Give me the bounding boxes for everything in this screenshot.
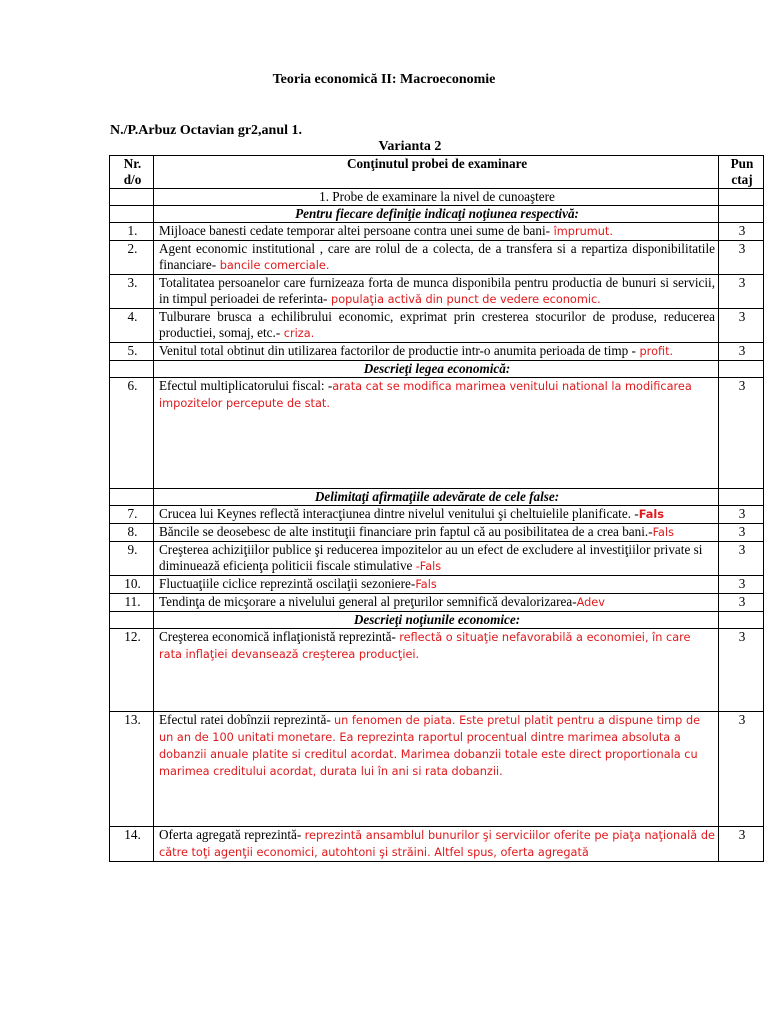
points-cell: 3 [719, 542, 764, 576]
row-number: 1. [110, 223, 154, 241]
question-text: Venitul total obtinut din utilizarea factorilor de productie intr-o anumita perioada de timp - [159, 343, 636, 358]
points-cell: 3 [719, 594, 764, 612]
question-text: Creşterea achiziţiilor publice şi reducerea impozitelor au un efect de excludere al investiţiilor private si diminuează eficienţa politicii fiscale stimulative [159, 542, 703, 573]
question-cell [154, 576, 719, 594]
question-text: Creşterea economică inflaţionistă reprezintă- [159, 629, 400, 644]
row-number: 8. [110, 524, 154, 542]
question-text: Băncile se deosebesc de alte instituţii financiare prin faptul că au posibilitatea de a crea bani.- [159, 524, 653, 539]
table-row [110, 524, 764, 542]
question-text: Efectul ratei dobînzii reprezintă- [159, 712, 335, 727]
answer-text: un fenomen de piata. Este pretul platit pentru a dispune timp de un an de 100 unitati monetare. Ea reprezinta raportul procentual dintre marimea absoluta a dobanzii anuale platite si creditul acordat. Marimea dobanzii totale este direct proportionala cu marimea creditului acordat, durata lui în ani si rata dobanzii. [159, 714, 701, 778]
subheading-law: Descrieţi legea economică: [154, 361, 719, 378]
question-cell [154, 309, 719, 343]
answer-text: criza. [280, 327, 315, 340]
question-text: Mijloace banesti cedate temporar altei persoane contra unei sume de bani- [159, 223, 551, 238]
exam-table [109, 155, 764, 862]
points-cell: 3 [719, 309, 764, 343]
table-row [110, 343, 764, 361]
table-row [110, 712, 764, 827]
row-number: 9. [110, 542, 154, 576]
question-cell [154, 542, 719, 576]
table-row [110, 827, 764, 862]
document-title: Teoria economică II: Macroeconomie [272, 72, 496, 87]
row-number: 7. [110, 506, 154, 524]
points-cell: 3 [719, 275, 764, 309]
header-points: Pun ctaj [719, 156, 764, 189]
row-number: 6. [110, 378, 154, 489]
points-cell: 3 [719, 241, 764, 275]
answer-text: Adev [576, 596, 605, 609]
subheading-row [110, 206, 764, 223]
subheading-truefalse: Delimitaţi afirmaţiile adevărate de cele false: [154, 489, 719, 506]
row-number: 12. [110, 629, 154, 712]
question-cell [154, 275, 719, 309]
question-text: Tulburare brusca a echilibrului economic, exprimat prin cresterea stocurilor de produse, reducerea productiei, somaj, etc.- [159, 309, 715, 340]
question-text: Tendinţa de micşorare a nivelului general al preţurilor semnifică devalorizarea- [159, 594, 577, 609]
answer-text: Fals [415, 578, 437, 591]
row-number: 2. [110, 241, 154, 275]
points-cell: 3 [719, 827, 764, 862]
points-cell: 3 [719, 343, 764, 361]
points-cell: 3 [719, 223, 764, 241]
question-text: Totalitatea persoanelor care furnizeaza forta de munca disponibila pentru productia de bunuri si servicii, in timpul perioadei de referinta- [159, 275, 715, 306]
header-content: Conţinutul probei de examinare [154, 156, 719, 189]
section-title: 1. Probe de examinare la nivel de cunoaştere [154, 189, 719, 206]
table-row [110, 378, 764, 489]
answer-text: împrumut. [550, 225, 613, 238]
question-text: Fluctuaţiile ciclice reprezintă oscilaţii sezoniere- [159, 576, 416, 591]
subheading-definitions: Pentru fiecare definiţie indicaţi noţiunea respectivă: [154, 206, 719, 223]
section-row [110, 189, 764, 206]
subheading-row [110, 612, 764, 629]
points-cell: 3 [719, 524, 764, 542]
row-number: 5. [110, 343, 154, 361]
header-nr: Nr. d/o [110, 156, 154, 189]
answer-text: populaţia activă din punct de vedere economic. [327, 293, 601, 306]
answer-text: profit. [635, 345, 674, 358]
points-cell: 3 [719, 506, 764, 524]
subheading-row [110, 489, 764, 506]
table-row [110, 275, 764, 309]
question-cell [154, 712, 719, 827]
answer-text: bancile comerciale. [216, 259, 330, 272]
question-cell [154, 506, 719, 524]
table-row [110, 506, 764, 524]
answer-text: reprezintă ansamblul bunurilor şi serviciilor oferite pe piaţa naţională de către toţi agenţii economici, autohtoni şi străini. Altfel spus, oferta agregată [159, 829, 715, 859]
subheading-row [110, 361, 764, 378]
table-row [110, 576, 764, 594]
points-cell: 3 [719, 712, 764, 827]
question-cell [154, 629, 719, 712]
author-line: N./P.Arbuz Octavian gr2,anul 1. [110, 123, 302, 138]
table-row [110, 542, 764, 576]
variant-label: Varianta 2 [378, 139, 442, 154]
table-row [110, 241, 764, 275]
table-row [110, 629, 764, 712]
row-number: 4. [110, 309, 154, 343]
question-text: Oferta agregată reprezintă- [159, 827, 305, 842]
answer-text: Fals [652, 526, 675, 539]
question-text: Efectul multiplicatorului fiscal: - [159, 378, 333, 393]
points-cell: 3 [719, 629, 764, 712]
question-text: Agent economic institutional , care are rolul de a colecta, de a transfera si a repartiza disponibilitatile financiare- [159, 241, 715, 272]
question-cell [154, 827, 719, 862]
question-cell [154, 594, 719, 612]
table-row [110, 309, 764, 343]
answer-text: arata cat se modifica marimea venitului national la modificarea impozitelor percepute de stat. [159, 380, 692, 410]
table-header-row [110, 156, 764, 189]
points-cell: 3 [719, 378, 764, 489]
answer-text: Fals [638, 508, 664, 521]
answer-text: reflectă o situaţie nefavorabilă a economiei, în care rata inflaţiei devansează creşterea producţiei. [159, 631, 691, 661]
question-cell [154, 343, 719, 361]
table-row [110, 223, 764, 241]
answer-text: -Fals [415, 560, 442, 573]
row-number: 14. [110, 827, 154, 862]
points-cell: 3 [719, 576, 764, 594]
row-number: 3. [110, 275, 154, 309]
question-cell [154, 241, 719, 275]
row-number: 11. [110, 594, 154, 612]
question-cell [154, 524, 719, 542]
question-cell [154, 223, 719, 241]
row-number: 10. [110, 576, 154, 594]
question-text: Crucea lui Keynes reflectă interacţiunea dintre nivelul venitului şi cheltuielile planificate. - [159, 506, 639, 521]
row-number: 13. [110, 712, 154, 827]
subheading-notions: Descrieţi noţiunile economice: [154, 612, 719, 629]
question-cell [154, 378, 719, 489]
table-row [110, 594, 764, 612]
